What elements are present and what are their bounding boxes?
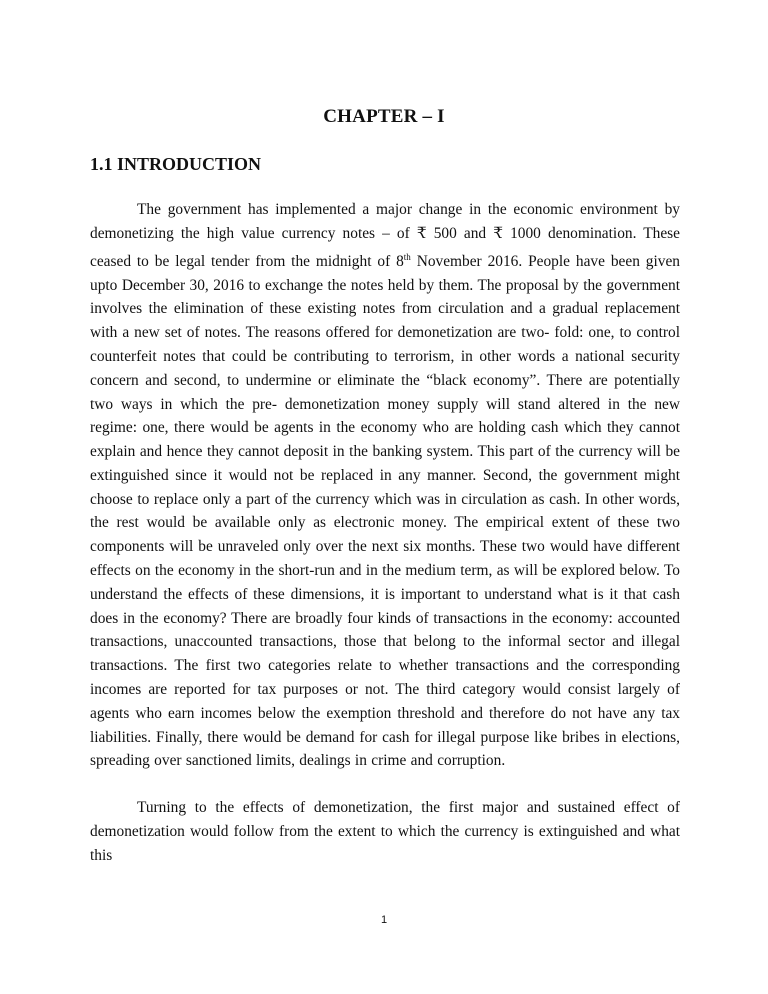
paragraph-1-text-start: The government has implemented a major change in the economic environment by demonetizing the high value currency notes – of ₹ 500 and ₹ 1000 denomination. These ceased to be legal tender from the midnight of 8 — [90, 201, 680, 270]
page-number: 1 — [380, 914, 388, 926]
paragraph-1 — [90, 198, 680, 773]
chapter-title: CHAPTER – I — [323, 106, 445, 127]
paragraph-2: Turning to the effects of demonetization, the first major and sustained effect of demonetization would follow from the extent to which the currency is extinguished and what this — [90, 799, 680, 864]
ordinal-superscript: th — [403, 251, 411, 262]
paragraph-1-text-rest: November 2016. People have been given upto December 30, 2016 to exchange the notes held by them. The proposal by the government involves the elimination of these existing notes from circulation and a gradual replacement with a new set of notes. The reasons offered for demonetization are two- fold: one, to control counterfeit notes that could be contributing to terrorism, in other words a national security concern and second, to undermine or eliminate the “black economy”. There are potentially two ways in which the pre- demonetization money supply will stand altered in the new regime: one, there would be agents in the economy who are holding cash which they cannot explain and hence they cannot deposit in the banking system. This part of the currency will be extinguished since it would not be replaced in any manner. Second, the government might choose to replace only a part of the currency which was in circulation as cash. In other words, the rest would be available only as electronic money. The empirical extent of these two components will be unraveled only over the next six months. These two would have different effects on the economy in the short-run and in the medium term, as will be explored below. To understand the effects of these dimensions, it is important to understand what is it that cash does in the economy? There are broadly four kinds of transactions in the economy: accounted transactions, unaccounted transactions, those that belong to the informal sector and illegal transactions. The first two categories relate to whether transactions and the corresponding incomes are reported for tax purposes or not. The third category would consist largely of agents who earn incomes below the exemption threshold and therefore do not have any tax liabilities. Finally, there would be demand for cash for illegal purpose like bribes in elections, spreading over sanctioned limits, dealings in crime and corruption. — [90, 252, 680, 770]
section-heading: 1.1 INTRODUCTION — [90, 154, 262, 174]
document-body — [90, 198, 680, 868]
